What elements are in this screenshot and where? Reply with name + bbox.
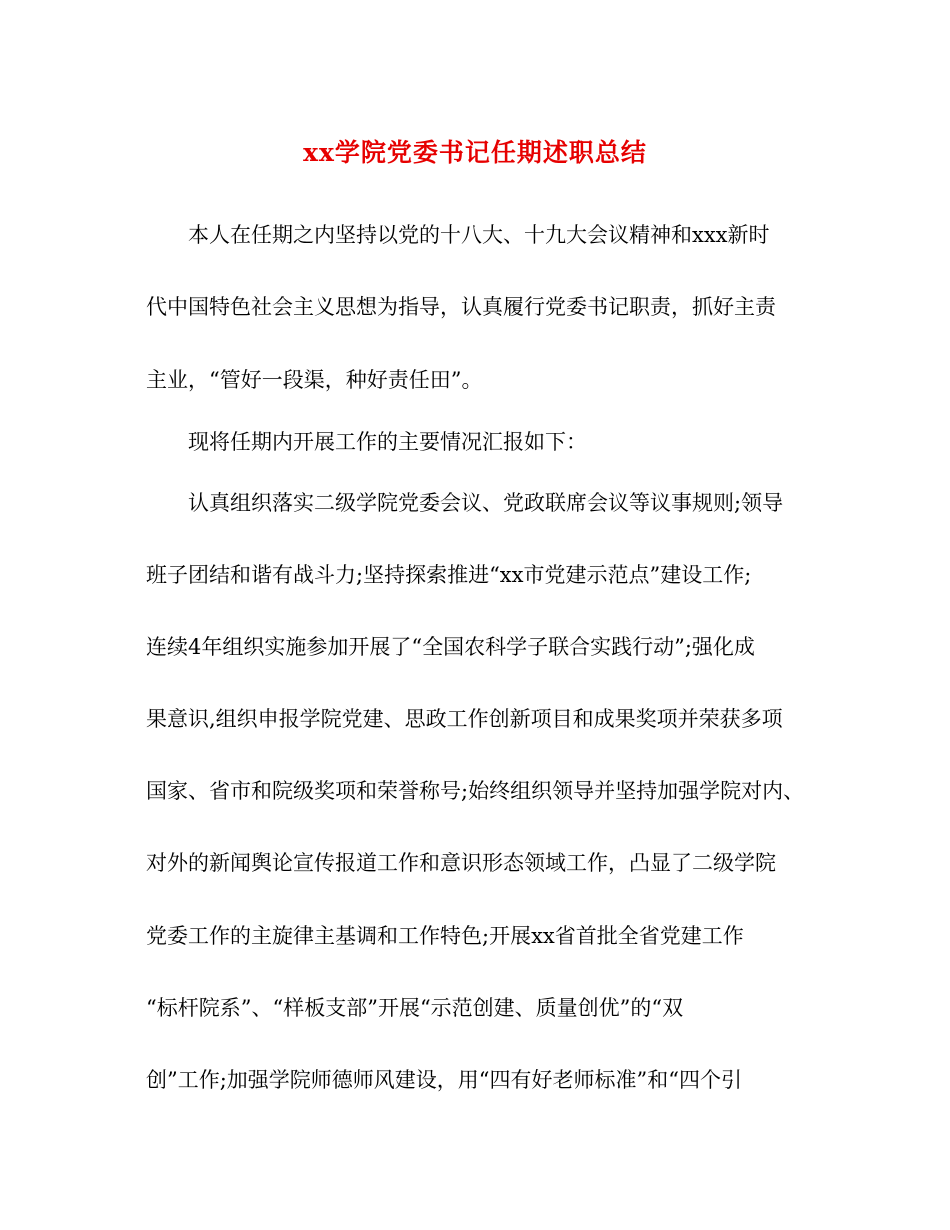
paragraph-line: 对外的新闻舆论宣传报道工作和意识形态领域工作，凸显了二级学院 — [146, 851, 776, 875]
paragraph-line: 代中国特色社会主义思想为指导，认真履行党委书记职责，抓好主责 — [146, 295, 776, 319]
paragraph-line: 国家、省市和院级奖项和荣誉称号;始终组织领导并坚持加强学院对内、 — [146, 779, 805, 803]
document-title: xx学院党委书记任期述职总结 — [303, 138, 647, 167]
paragraph-line: 主业，“管好一段渠，种好责任田”。 — [146, 368, 483, 392]
paragraph-line: 连续4年组织实施参加开展了“全国农科学子联合实践行动”;强化成 — [146, 635, 755, 659]
paragraph-line: 党委工作的主旋律主基调和工作特色;开展xx省首批全省党建工作 — [146, 924, 744, 948]
paragraph-line: “标杆院系”、“样板支部”开展“示范创建、质量创优”的“双 — [146, 996, 684, 1020]
paragraph-line: 本人在任期之内坚持以党的十八大、十九大会议精神和xxx新时 — [188, 223, 770, 247]
paragraph-line: 认真组织落实二级学院党委会议、党政联席会议等议事规则;领导 — [188, 491, 784, 515]
paragraph-line: 果意识,组织申报学院党建、思政工作创新项目和成果奖项并荣获多项 — [146, 707, 783, 731]
paragraph-line: 现将任期内开展工作的主要情况汇报如下： — [188, 430, 587, 454]
paragraph-line: 创”工作;加强学院师德师风建设，用“四有好老师标准”和“四个引 — [146, 1068, 743, 1092]
paragraph-line: 班子团结和谐有战斗力;坚持探索推进“xx市党建示范点”建设工作; — [146, 563, 752, 587]
